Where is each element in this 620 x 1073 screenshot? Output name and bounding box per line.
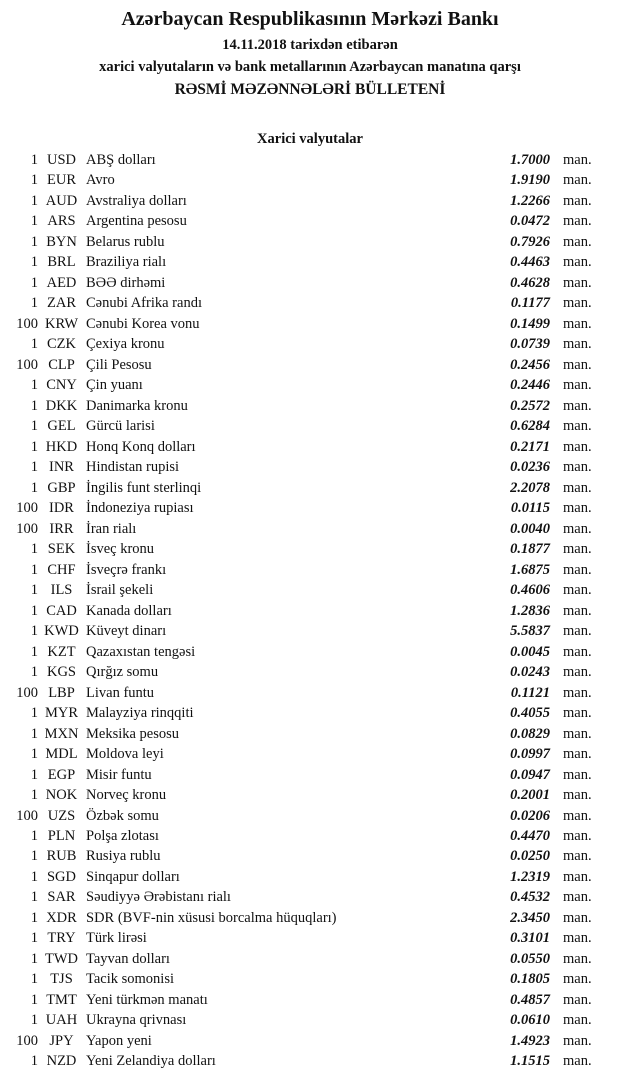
- currency-name: Yeni Zelandiya dolları: [86, 1053, 216, 1070]
- table-row: [0, 1051, 620, 1071]
- rate-value: 0.1877: [510, 541, 550, 558]
- rate-value: 1.1515: [510, 1053, 550, 1070]
- currency-code: GEL: [47, 418, 76, 435]
- rate-quantity: 1: [30, 787, 38, 804]
- rate-value: 0.4463: [510, 254, 550, 271]
- currency-code: IRR: [49, 520, 74, 537]
- table-row: [0, 416, 620, 436]
- unit-label: man.: [563, 787, 592, 804]
- table-row: [0, 478, 620, 498]
- rate-value: 0.4606: [510, 582, 550, 599]
- currency-name: Sinqapur dolları: [86, 868, 180, 885]
- currency-code: MDL: [45, 746, 78, 763]
- table-row: [0, 969, 620, 989]
- unit-label: man.: [563, 213, 592, 230]
- currency-name: Tacik somonisi: [86, 971, 174, 988]
- currency-name: Avro: [86, 172, 115, 189]
- rate-quantity: 1: [30, 192, 38, 209]
- unit-label: man.: [563, 1032, 592, 1049]
- table-row: [0, 252, 620, 272]
- rate-value: 1.9190: [510, 172, 550, 189]
- rate-value: 1.2266: [510, 192, 550, 209]
- rate-value: 0.2001: [510, 787, 550, 804]
- currency-code: SGD: [46, 868, 76, 885]
- currency-code: BYN: [46, 233, 77, 250]
- unit-label: man.: [563, 827, 592, 844]
- table-row: [0, 1010, 620, 1030]
- currency-code: USD: [46, 152, 76, 168]
- table-row: [0, 785, 620, 805]
- unit-label: man.: [563, 479, 592, 496]
- currency-code: UZS: [47, 807, 76, 824]
- currency-name: Yapon yeni: [86, 1032, 152, 1049]
- table-row: [0, 683, 620, 703]
- rate-value: 0.7926: [510, 233, 550, 250]
- unit-label: man.: [563, 192, 592, 209]
- unit-label: man.: [563, 438, 592, 455]
- rate-value: 0.2171: [510, 438, 550, 455]
- rate-quantity: 1: [30, 541, 38, 558]
- currency-name: Özbək somu: [86, 807, 159, 824]
- rates-table: [0, 150, 620, 1072]
- rate-value: 0.2572: [510, 397, 550, 414]
- currency-code: UAH: [45, 1012, 78, 1029]
- rate-value: 0.2446: [510, 377, 550, 394]
- rate-quantity: 1: [30, 397, 38, 414]
- rate-value: 0.3101: [510, 930, 550, 947]
- currency-code: INR: [49, 459, 74, 476]
- table-row: [0, 990, 620, 1010]
- unit-label: man.: [563, 500, 592, 517]
- rate-quantity: 1: [30, 930, 38, 947]
- currency-code: TJS: [50, 971, 73, 988]
- table-row: [0, 539, 620, 559]
- currency-name: Argentina pesosu: [86, 213, 187, 230]
- currency-name: Avstraliya dolları: [86, 192, 187, 209]
- currency-code: RUB: [46, 848, 77, 865]
- currency-name: Kanada dolları: [86, 602, 172, 619]
- unit-label: man.: [563, 1053, 592, 1070]
- currency-code: SEK: [47, 541, 76, 558]
- currency-name: Misir funtu: [86, 766, 152, 783]
- table-row: [0, 806, 620, 826]
- currency-name: İsveç kronu: [86, 541, 155, 558]
- table-row: [0, 314, 620, 334]
- table-row: [0, 662, 620, 682]
- unit-label: man.: [563, 991, 592, 1008]
- unit-label: man.: [563, 746, 592, 763]
- rate-quantity: 100: [16, 315, 38, 332]
- currency-code: TWD: [44, 950, 78, 967]
- currency-name: İran rialı: [86, 520, 137, 537]
- bulletin-title: RƏSMİ MƏZƏNNƏLƏRİ BÜLLETENİ: [174, 81, 446, 98]
- currency-code: KWD: [44, 623, 79, 640]
- currency-code: KGS: [46, 664, 76, 681]
- table-row: [0, 437, 620, 457]
- rate-value: 0.0829: [510, 725, 550, 742]
- rate-quantity: 100: [16, 520, 38, 537]
- rate-value: 1.7000: [510, 152, 550, 168]
- unit-label: man.: [563, 602, 592, 619]
- rate-quantity: 1: [30, 295, 38, 312]
- rate-value: 0.0739: [510, 336, 550, 353]
- rate-quantity: 1: [30, 827, 38, 844]
- rate-quantity: 1: [30, 438, 38, 455]
- rate-quantity: 1: [30, 643, 38, 660]
- currency-code: NZD: [46, 1053, 77, 1070]
- unit-label: man.: [563, 971, 592, 988]
- table-row: [0, 642, 620, 662]
- rate-quantity: 1: [30, 377, 38, 394]
- rate-value: 0.1177: [510, 295, 550, 312]
- rate-value: 5.5837: [510, 623, 550, 640]
- rate-value: 0.0610: [510, 1012, 550, 1029]
- rate-quantity: 1: [30, 623, 38, 640]
- rate-quantity: 100: [16, 356, 38, 373]
- bulletin-subtitle: xarici valyutaların və bank metallarının Azərbaycan manatına qarşı: [99, 59, 521, 75]
- rate-quantity: 100: [16, 1032, 38, 1049]
- rate-value: 0.4055: [510, 705, 550, 722]
- table-row: [0, 457, 620, 477]
- unit-label: man.: [563, 315, 592, 332]
- unit-label: man.: [563, 418, 592, 435]
- unit-label: man.: [563, 459, 592, 476]
- currency-name: Qırğız somu: [86, 664, 159, 681]
- currency-code: CHF: [47, 561, 76, 578]
- rate-quantity: 1: [30, 479, 38, 496]
- rate-value: 0.0250: [510, 848, 550, 865]
- unit-label: man.: [563, 274, 592, 291]
- table-row: [0, 273, 620, 293]
- currency-name: Rusiya rublu: [86, 848, 161, 865]
- table-row: [0, 375, 620, 395]
- unit-label: man.: [563, 643, 592, 660]
- rate-value: 0.0115: [510, 500, 550, 517]
- currency-code: XDR: [46, 909, 77, 926]
- currency-name: Hindistan rupisi: [86, 459, 180, 476]
- unit-label: man.: [563, 766, 592, 783]
- table-row: [0, 887, 620, 907]
- unit-label: man.: [563, 356, 592, 373]
- currency-name: Türk lirəsi: [86, 930, 147, 947]
- currency-name: Danimarka kronu: [86, 397, 188, 414]
- unit-label: man.: [563, 889, 592, 906]
- currency-code: IDR: [49, 500, 74, 517]
- unit-label: man.: [563, 848, 592, 865]
- rate-value: 0.4628: [510, 274, 550, 291]
- currency-code: SAR: [47, 889, 76, 906]
- currency-code: CNY: [46, 377, 77, 394]
- currency-name: İndoneziya rupiası: [86, 500, 194, 517]
- table-row: [0, 1031, 620, 1051]
- table-row: [0, 150, 620, 170]
- unit-label: man.: [563, 807, 592, 824]
- table-row: [0, 703, 620, 723]
- currency-name: Çexiya kronu: [86, 336, 165, 353]
- effective-date: 14.11.2018 tarixdən etibarən: [222, 37, 398, 53]
- rate-quantity: 1: [30, 213, 38, 230]
- bulletin-header: [0, 4, 620, 101]
- currency-code: AED: [46, 274, 77, 291]
- rate-value: 0.0550: [510, 950, 550, 967]
- unit-label: man.: [563, 541, 592, 558]
- unit-label: man.: [563, 582, 592, 599]
- currency-name: Yeni türkmən manatı: [86, 991, 208, 1008]
- bulletin-page: [0, 4, 620, 1073]
- rate-value: 0.0040: [510, 520, 550, 537]
- table-row: [0, 724, 620, 744]
- rate-quantity: 1: [30, 909, 38, 926]
- rate-quantity: 1: [30, 889, 38, 906]
- rate-value: 0.0472: [510, 213, 550, 230]
- bank-title: Azərbaycan Respublikasının Mərkəzi Bankı: [121, 8, 499, 30]
- rate-quantity: 1: [30, 233, 38, 250]
- table-row: [0, 211, 620, 231]
- table-row: [0, 498, 620, 518]
- unit-label: man.: [563, 725, 592, 742]
- currency-name: Ukrayna qrivnası: [86, 1012, 187, 1029]
- section-title-foreign-currencies: Xarici valyutalar: [257, 131, 363, 147]
- currency-name: Malayziya rinqqiti: [86, 705, 194, 722]
- rate-value: 2.2078: [510, 479, 550, 496]
- currency-code: PLN: [47, 827, 76, 844]
- currency-code: MYR: [44, 705, 79, 722]
- unit-label: man.: [563, 1012, 592, 1029]
- rate-value: 0.1121: [510, 684, 550, 701]
- rate-quantity: 1: [30, 602, 38, 619]
- currency-code: CLP: [48, 356, 75, 373]
- rate-quantity: 1: [30, 254, 38, 271]
- table-row: [0, 560, 620, 580]
- rate-value: 0.0236: [510, 459, 550, 476]
- rate-value: 0.0997: [510, 746, 550, 763]
- rate-value: 0.0947: [510, 766, 550, 783]
- currency-name: İsveçrə frankı: [86, 561, 167, 578]
- rate-quantity: 1: [30, 766, 38, 783]
- rate-quantity: 1: [30, 459, 38, 476]
- rate-value: 2.3450: [510, 909, 550, 926]
- rate-quantity: 100: [16, 500, 38, 517]
- rate-quantity: 1: [30, 336, 38, 353]
- unit-label: man.: [563, 295, 592, 312]
- currency-code: AUD: [45, 192, 78, 209]
- unit-label: man.: [563, 172, 592, 189]
- rate-quantity: 1: [30, 950, 38, 967]
- table-row: [0, 908, 620, 928]
- unit-label: man.: [563, 233, 592, 250]
- rate-quantity: 1: [30, 746, 38, 763]
- currency-code: DKK: [45, 397, 78, 414]
- currency-name: Çili Pesosu: [86, 356, 152, 373]
- currency-name: SDR (BVF-nin xüsusi borcalma hüquqları): [86, 909, 337, 926]
- currency-name: Çin yuanı: [86, 377, 143, 394]
- unit-label: man.: [563, 561, 592, 578]
- currency-name: Braziliya rialı: [86, 254, 167, 271]
- currency-code: GBP: [47, 479, 76, 496]
- rate-value: 0.0206: [510, 807, 550, 824]
- currency-name: Honq Konq dolları: [86, 438, 196, 455]
- currency-name: Moldova leyi: [86, 746, 164, 763]
- unit-label: man.: [563, 397, 592, 414]
- currency-code: LBP: [48, 684, 75, 701]
- table-row: [0, 928, 620, 948]
- unit-label: man.: [563, 152, 592, 168]
- rate-value: 0.0045: [510, 643, 550, 660]
- currency-name: Meksika pesosu: [86, 725, 180, 742]
- table-row: [0, 580, 620, 600]
- rate-quantity: 1: [30, 1053, 38, 1070]
- rate-quantity: 1: [30, 1012, 38, 1029]
- unit-label: man.: [563, 623, 592, 640]
- rate-value: 1.2319: [510, 868, 550, 885]
- currency-name: BƏƏ dirhəmi: [86, 274, 166, 291]
- currency-name: Cənubi Korea vonu: [86, 315, 200, 332]
- currency-code: JPY: [49, 1032, 74, 1049]
- rate-quantity: 1: [30, 664, 38, 681]
- currency-code: EGP: [47, 766, 76, 783]
- rate-quantity: 1: [30, 418, 38, 435]
- table-row: [0, 170, 620, 190]
- rate-value: 0.4857: [510, 991, 550, 1008]
- currency-name: Gürcü larisi: [86, 418, 155, 435]
- table-row: [0, 232, 620, 252]
- rate-quantity: 1: [30, 971, 38, 988]
- table-row: [0, 846, 620, 866]
- unit-label: man.: [563, 520, 592, 537]
- table-row: [0, 191, 620, 211]
- rate-quantity: 1: [30, 274, 38, 291]
- table-row: [0, 601, 620, 621]
- rate-quantity: 100: [16, 684, 38, 701]
- currency-code: ZAR: [47, 295, 76, 312]
- rate-value: 1.4923: [510, 1032, 550, 1049]
- rate-quantity: 1: [30, 152, 38, 168]
- unit-label: man.: [563, 684, 592, 701]
- currency-code: NOK: [45, 787, 78, 804]
- rate-quantity: 1: [30, 991, 38, 1008]
- rate-value: 0.1499: [510, 315, 550, 332]
- rate-value: 0.1805: [510, 971, 550, 988]
- currency-name: ABŞ dolları: [86, 152, 156, 168]
- rate-value: 1.2836: [510, 602, 550, 619]
- table-row: [0, 949, 620, 969]
- table-row: [0, 621, 620, 641]
- unit-label: man.: [563, 254, 592, 271]
- table-row: [0, 765, 620, 785]
- currency-code: TMT: [46, 991, 77, 1008]
- currency-name: Qazaxıstan tengəsi: [86, 643, 196, 660]
- currency-code: KZT: [47, 643, 76, 660]
- currency-name: Tayvan dolları: [86, 950, 170, 967]
- unit-label: man.: [563, 930, 592, 947]
- table-row: [0, 744, 620, 764]
- currency-name: Belarus rublu: [86, 233, 165, 250]
- unit-label: man.: [563, 377, 592, 394]
- rate-value: 0.2456: [510, 356, 550, 373]
- table-row: [0, 519, 620, 539]
- currency-name: İsrail şekeli: [86, 582, 154, 599]
- currency-name: Norveç kronu: [86, 787, 167, 804]
- currency-code: ILS: [50, 582, 73, 599]
- unit-label: man.: [563, 336, 592, 353]
- rate-quantity: 1: [30, 172, 38, 189]
- rate-value: 1.6875: [510, 561, 550, 578]
- unit-label: man.: [563, 950, 592, 967]
- currency-name: Səudiyyə Ərəbistanı rialı: [86, 889, 231, 906]
- unit-label: man.: [563, 664, 592, 681]
- currency-code: TRY: [47, 930, 76, 947]
- rate-value: 0.0243: [510, 664, 550, 681]
- table-row: [0, 293, 620, 313]
- rate-quantity: 1: [30, 561, 38, 578]
- currency-code: ARS: [47, 213, 76, 230]
- currency-code: BRL: [47, 254, 76, 271]
- rate-quantity: 1: [30, 868, 38, 885]
- table-row: [0, 396, 620, 416]
- table-row: [0, 334, 620, 354]
- rate-quantity: 100: [16, 807, 38, 824]
- rate-value: 0.4470: [510, 827, 550, 844]
- rate-value: 0.6284: [510, 418, 550, 435]
- currency-name: İngilis funt sterlinqi: [86, 479, 202, 496]
- table-row: [0, 355, 620, 375]
- table-row: [0, 826, 620, 846]
- currency-name: Cənubi Afrika randı: [86, 295, 202, 312]
- rate-quantity: 1: [30, 705, 38, 722]
- table-row: [0, 867, 620, 887]
- currency-name: Polşa zlotası: [86, 827, 159, 844]
- currency-code: MXN: [44, 725, 79, 742]
- currency-name: Küveyt dinarı: [86, 623, 167, 640]
- unit-label: man.: [563, 909, 592, 926]
- rate-quantity: 1: [30, 582, 38, 599]
- unit-label: man.: [563, 868, 592, 885]
- rate-quantity: 1: [30, 848, 38, 865]
- currency-code: EUR: [47, 172, 76, 189]
- currency-code: HKD: [45, 438, 78, 455]
- currency-code: CAD: [46, 602, 77, 619]
- currency-code: KRW: [44, 315, 79, 332]
- rate-quantity: 1: [30, 725, 38, 742]
- unit-label: man.: [563, 705, 592, 722]
- currency-code: CZK: [47, 336, 76, 353]
- currency-name: Livan funtu: [86, 684, 155, 701]
- rate-value: 0.4532: [510, 889, 550, 906]
